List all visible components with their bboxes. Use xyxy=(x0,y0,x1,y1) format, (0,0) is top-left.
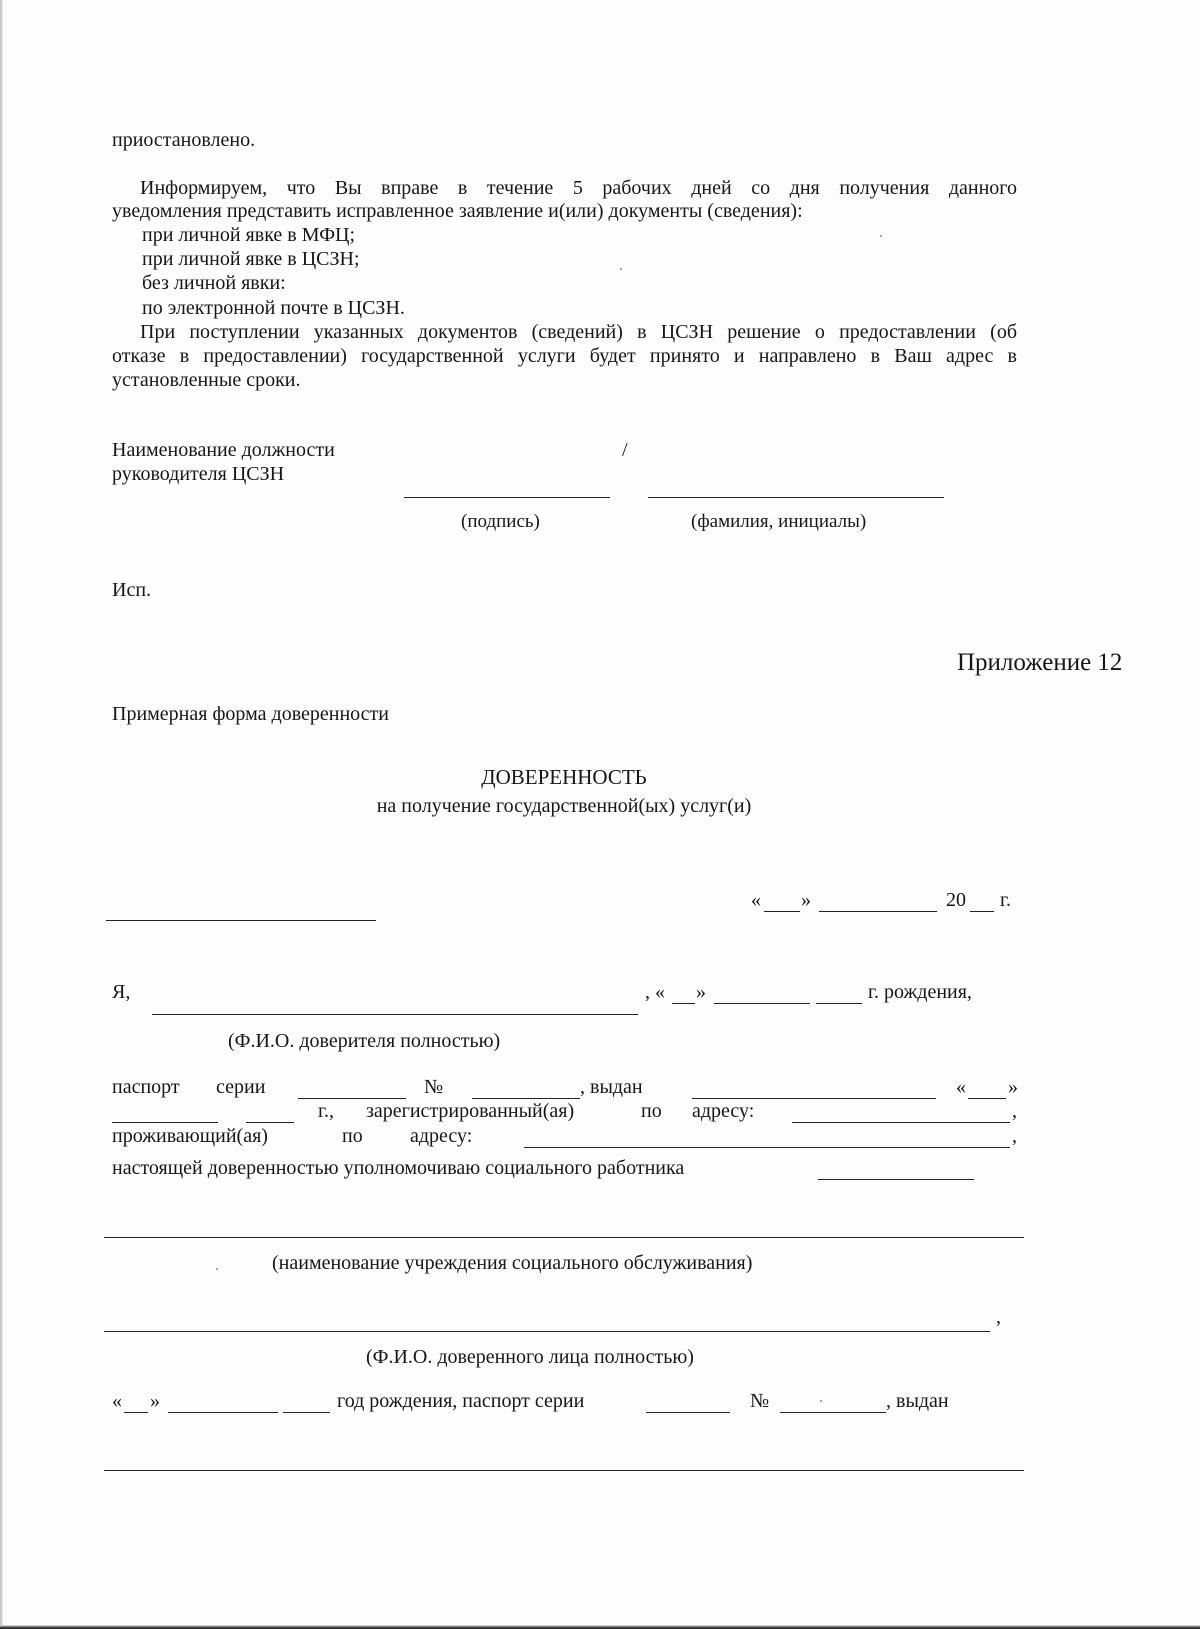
position-title-line2: руководителя ЦСЗН xyxy=(112,463,285,485)
institution-line xyxy=(104,1237,1024,1238)
issued-quote-close: » xyxy=(1008,1076,1018,1098)
info-paragraph-line2: уведомления представить исправленное заявление и(или) документы (сведения): xyxy=(112,200,803,222)
date-year-suffix: г. xyxy=(1000,889,1011,911)
institution-caption: (наименование учреждения социального обслуживания) xyxy=(272,1252,753,1274)
scan-speck xyxy=(620,268,622,270)
signature-slash: / xyxy=(622,439,628,461)
date-year-line xyxy=(970,911,994,912)
attorney-caption: (Ф.И.О. доверенного лица полностью) xyxy=(366,1346,694,1368)
option-remote: без личной явки: xyxy=(142,272,286,294)
residing-word: проживающий(ая) xyxy=(112,1125,268,1147)
attorney-birth-day-line xyxy=(124,1412,148,1413)
authorize-text: настоящей доверенностью уполномочиваю социального работника xyxy=(112,1157,685,1179)
ya-label: Я, xyxy=(112,981,131,1003)
attorney-comma: , xyxy=(996,1306,1001,1328)
birth-year-line xyxy=(816,1003,862,1004)
attorney-name-line xyxy=(104,1331,990,1332)
residing-comma: , xyxy=(1012,1125,1017,1147)
date-month-line xyxy=(819,911,937,912)
series-word: серии xyxy=(216,1076,266,1098)
attorney-passport-number-line xyxy=(780,1412,886,1413)
option-mfc: при личной явке в МФЦ; xyxy=(142,224,356,246)
document-title: ДОВЕРЕННОСТЬ xyxy=(481,765,647,789)
name-line xyxy=(648,497,944,498)
decision-line3: установленные сроки. xyxy=(112,369,301,391)
date-quote-close: » xyxy=(801,889,811,911)
birth-month-line xyxy=(714,1003,810,1004)
attorney-passport-series-line xyxy=(646,1412,730,1413)
issued-month-line xyxy=(112,1122,218,1123)
attorney-issued-by-line xyxy=(104,1470,1024,1471)
executor-label: Исп. xyxy=(112,579,152,601)
social-worker-line xyxy=(818,1179,974,1180)
registered-address-line xyxy=(792,1122,1010,1123)
attorney-number-sign: № xyxy=(750,1390,770,1412)
scan-speck xyxy=(880,235,882,237)
registered-word: зарегистрированный(ая) xyxy=(366,1100,575,1122)
birth-suffix: г. рождения, xyxy=(868,981,972,1003)
issued-quote-open: « xyxy=(956,1076,966,1098)
date-year-prefix: 20 xyxy=(946,889,966,911)
birth-quote-close: » xyxy=(696,981,706,1003)
passport-word: паспорт xyxy=(112,1076,180,1098)
residing-po-word: по xyxy=(342,1125,363,1147)
date-quote-open: « xyxy=(751,889,761,911)
registered-comma: , xyxy=(1012,1100,1017,1122)
birth-quote-open: , « xyxy=(645,981,665,1003)
decision-line2: отказе в предоставлении) государственной услуги будет принято и направлено в Ваш адрес в xyxy=(112,345,1017,367)
form-title: Примерная форма доверенности xyxy=(112,703,389,725)
place-line xyxy=(106,920,376,921)
option-email: по электронной почте в ЦСЗН. xyxy=(142,297,405,319)
passport-number-sign: № xyxy=(424,1076,444,1098)
decision-line1: При поступлении указанных документов (сведений) в ЦСЗН решение о предоставлении (об xyxy=(140,321,1017,343)
position-title-line1: Наименование должности xyxy=(112,439,335,461)
attorney-birth-year-line xyxy=(283,1412,330,1413)
attorney-birth-passport-text: год рождения, паспорт серии xyxy=(337,1390,585,1412)
issued-year-line xyxy=(246,1122,294,1123)
registered-address-word: адресу: xyxy=(692,1100,755,1122)
issued-day-line xyxy=(968,1098,1006,1099)
scan-speck xyxy=(216,1268,218,1270)
signature-caption: (подпись) xyxy=(461,511,540,532)
suspended-text: приостановлено. xyxy=(112,129,256,151)
principal-caption: (Ф.И.О. доверителя полностью) xyxy=(228,1030,501,1052)
scan-speck xyxy=(820,1400,822,1402)
attorney-birth-quote-open: « xyxy=(112,1390,122,1412)
appendix-label: Приложение 12 xyxy=(957,649,1123,676)
attorney-issued-word: , выдан xyxy=(886,1390,949,1412)
document-subtitle: на получение государственной(ых) услуг(и) xyxy=(376,795,752,817)
info-paragraph-line1: Информируем, что Вы вправе в течение 5 рабочих дней со дня получения данного xyxy=(140,177,1017,199)
option-cszn: при личной явке в ЦСЗН; xyxy=(142,248,360,270)
residing-address-word: адресу: xyxy=(410,1125,473,1147)
attorney-birth-month-line xyxy=(168,1412,278,1413)
birth-day-line xyxy=(672,1003,695,1004)
issued-word: , выдан xyxy=(580,1076,643,1098)
scan-bottom-edge xyxy=(0,1625,1200,1629)
principal-name-line xyxy=(152,1014,638,1015)
attorney-birth-quote-close: » xyxy=(150,1390,160,1412)
name-caption: (фамилия, инициалы) xyxy=(691,511,867,532)
residing-address-line xyxy=(524,1147,1010,1148)
signature-line xyxy=(404,497,610,498)
date-day-line xyxy=(764,911,800,912)
registered-year-suffix: г., xyxy=(318,1100,334,1122)
registered-po-word: по xyxy=(641,1100,662,1122)
